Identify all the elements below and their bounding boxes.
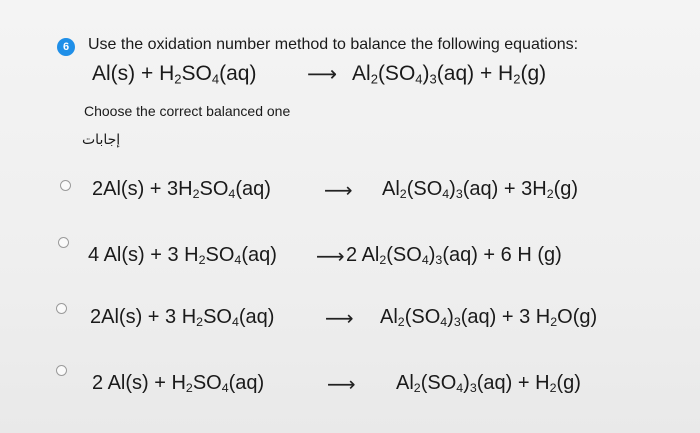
question-equation-rhs: $Al_2(SO_4)_3(aq) + H_2(g)$	[352, 62, 547, 87]
option-1-equation[interactable]	[92, 178, 652, 208]
option-1-radio[interactable]	[60, 180, 71, 191]
question-text: Use the oxidation number method to balance the following equations:	[88, 36, 579, 53]
option-3-radio[interactable]	[56, 303, 67, 314]
reaction-arrow: ⟶	[327, 372, 356, 396]
reaction-arrow: ⟶	[324, 178, 353, 202]
option-1-rhs: $Al_2(SO_4)_3(aq) + 3H_2(g)$	[382, 178, 579, 202]
option-1-lhs: $2Al(s) + 3H_2SO_4(aq)$	[92, 178, 271, 202]
option-3-lhs: 2Al(s) + 3 $H_2SO_4(aq)$	[90, 306, 275, 330]
option-3-equation[interactable]	[90, 306, 670, 336]
question-equation	[92, 62, 652, 92]
option-2-radio[interactable]	[58, 237, 69, 248]
reaction-arrow: ⟶	[325, 306, 354, 330]
option-2-lhs: 4 Al(s) + 3 $H_2SO_4(aq)$	[88, 244, 277, 268]
reaction-arrow: ⟶	[307, 62, 338, 86]
question-number-badge: 6	[57, 38, 75, 56]
option-4-rhs: $Al_2(SO_4)_3(aq) + H_2(g)$	[396, 372, 581, 396]
option-4-radio[interactable]	[56, 365, 67, 376]
option-2-equation[interactable]	[88, 244, 658, 274]
option-3-rhs: $Al_2(SO_4)_3(aq) + 3$ $H_2O(g)$	[380, 306, 598, 330]
instruction-text: Choose the correct balanced one	[84, 103, 291, 119]
reaction-arrow: ⟶	[316, 244, 345, 268]
option-4-equation[interactable]	[92, 372, 662, 402]
option-2-rhs: 2 $Al_2(SO_4)_3(aq) + 6$ H (g)	[346, 244, 562, 268]
answers-label: إجابات	[82, 132, 121, 148]
question-equation-lhs: $Al(s) + H_2SO_4(aq)$	[92, 62, 257, 87]
option-4-lhs: 2 $Al(s) + H_2SO_4(aq)$	[92, 372, 265, 396]
